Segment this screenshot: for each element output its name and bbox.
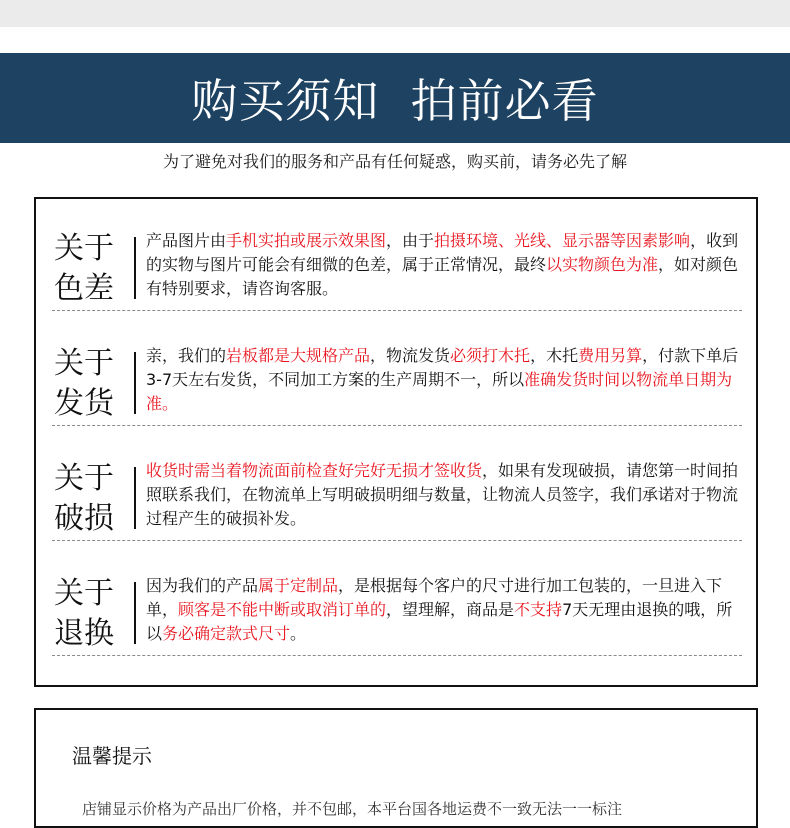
highlight-text: 岩板都是大规格产品: [226, 346, 371, 365]
highlight-text: 务必确定款式尺寸: [162, 624, 291, 643]
vertical-divider: [134, 467, 136, 529]
tips-title: 温馨提示: [72, 744, 152, 768]
highlight-text: 属于定制品: [258, 576, 339, 595]
highlight-text: 手机实拍或展示效果图: [226, 231, 387, 250]
notice-segment: ，是根据每个客户的尺寸进行加工包装的，一旦进入下单，: [146, 576, 723, 619]
highlight-text: 拍摄环境、光线、显示器等因素影响: [434, 231, 691, 250]
notice-damage: [52, 459, 758, 551]
vertical-divider: [134, 582, 136, 644]
dashed-divider: [52, 540, 742, 541]
notice-segment: 因为我们的产品: [146, 576, 259, 595]
header-banner: [0, 53, 790, 143]
notice-title: 关于发货: [54, 346, 114, 421]
highlight-text: 顾客是不能中断或取消订单的: [178, 600, 387, 619]
notice-segment: 亲，我们的: [146, 346, 227, 365]
notice-segment: ，木托: [530, 346, 579, 365]
highlight-text: 准确发货时间以物流单日期为准。: [146, 370, 733, 413]
notice-text: [146, 574, 740, 646]
highlight-text: 以实物颜色为准: [546, 255, 659, 274]
notice-title: 关于破损: [54, 461, 114, 536]
banner-title: 购买须知 拍前必看: [191, 74, 599, 128]
notice-title: 关于色差: [54, 231, 114, 306]
vertical-divider: [134, 237, 136, 299]
notice-segment: ，收到的实物与图片可能会有细微的色差，属于正常情况，最终: [146, 231, 739, 274]
notice-text: [146, 229, 740, 301]
notice-text: [146, 459, 740, 531]
notice-shipping: [52, 344, 758, 436]
highlight-text: 收货时需当着物流面前检查好完好无损才签收货: [146, 461, 483, 480]
dashed-divider: [52, 310, 742, 311]
top-gray-strip: [0, 0, 790, 27]
dashed-divider: [52, 425, 742, 426]
notice-segment: ，由于: [386, 231, 435, 250]
notice-box: [34, 197, 758, 687]
notice-segment: ，如对颜色有特别要求，请咨询客服。: [146, 255, 739, 298]
notice-text: [146, 344, 740, 416]
tips-first-line: 店铺显示价格为产品出厂价格，并不包邮，本平台国各地运费不一致无法一一标注: [82, 800, 623, 818]
notice-segment: ，物流发货: [370, 346, 451, 365]
tips-box: [34, 708, 758, 828]
notice-segment: 产品图片由: [146, 231, 227, 250]
notice-title: 关于退换: [54, 576, 114, 651]
subtitle: 为了避免对我们的服务和产品有任何疑惑，购买前，请务必先了解: [162, 152, 627, 171]
notice-segment: 7天无理由退换的哦，所以: [146, 600, 733, 643]
vertical-divider: [134, 352, 136, 414]
notice-color-difference: [52, 229, 758, 321]
notice-segment: ，望理解，商品是: [386, 600, 515, 619]
highlight-text: 必须打木托: [450, 346, 531, 365]
notice-segment: ，付款下单后3-7天左右发货，不同加工方案的生产周期不一，所以: [146, 346, 739, 389]
highlight-text: 不支持: [514, 600, 563, 619]
notice-segment: ，如果有发现破损，请您第一时间拍照联系我们，在物流单上写明破损明细与数量，让物流人员签字，我们承诺对于物流过程产生的破损补发。: [146, 461, 739, 528]
notice-return: [52, 574, 758, 666]
highlight-text: 费用另算: [578, 346, 643, 365]
dashed-divider: [52, 655, 742, 656]
notice-segment: 。: [290, 624, 307, 643]
